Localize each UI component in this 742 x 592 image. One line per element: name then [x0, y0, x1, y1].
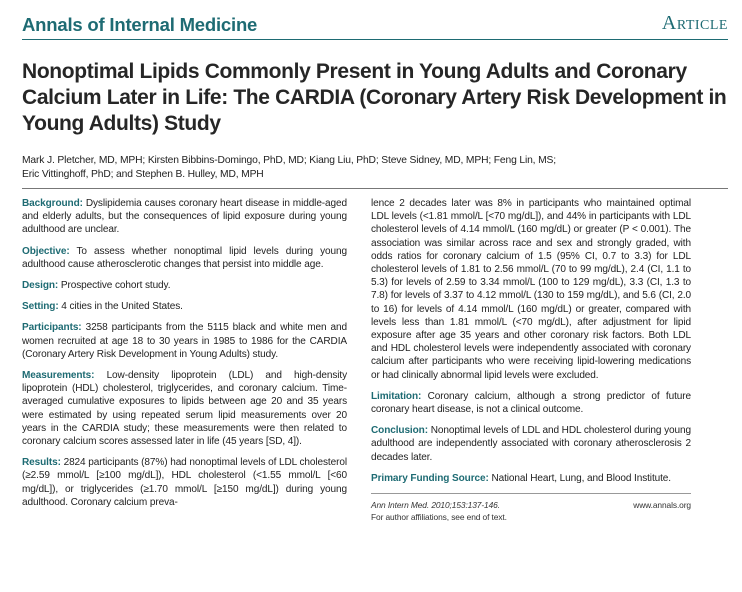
participants-section: [22, 321, 347, 361]
abstract-right-column: [371, 197, 691, 523]
objective-text: To assess whether nonoptimal lipid levels during young adulthood cause atherosclerotic changes that persist into middle age.: [22, 245, 347, 270]
objective-section: [22, 245, 347, 271]
article-title: Nonoptimal Lipids Commonly Present in Young Adults and Coronary Calcium Later in Life: The CARDIA (Coronary Artery Risk Development in Young Adults) Study: [22, 60, 727, 135]
limitation-section: [371, 390, 691, 416]
measurements-section: [22, 369, 347, 448]
header-rule: [22, 39, 728, 40]
setting-text: 4 cities in the United States.: [61, 301, 183, 313]
limitation-heading: Limitation:: [371, 390, 422, 402]
design-heading: Design:: [22, 280, 59, 292]
conclusion-heading: Conclusion:: [371, 425, 428, 437]
results-text-part-1: 2824 participants (87%) had nonoptimal levels of LDL cholesterol (≥2.59 mmol/L [≥100 mg/dL]), HDL cholesterol (<1.55 mmol/L [<60 mg/dL]), or triglycerides (≥1.70 mmol/L [≥150 mg/dL]) during young adulthood. Coronary calcium preva-: [22, 457, 347, 508]
authors-rule: [22, 188, 728, 189]
journal-website: www.annals.org: [633, 500, 691, 511]
footer-rule: [371, 493, 691, 494]
background-text: Dyslipidemia causes coronary heart disease in middle-aged and elderly adults, but the consequences of lipid exposure during young adulthood are unclear.: [22, 198, 347, 236]
abstract-left-column: [22, 197, 347, 517]
results-heading: Results:: [22, 457, 61, 469]
conclusion-text: Nonoptimal levels of LDL and HDL cholesterol during young adulthood are independently associated with coronary atherosclerosis 2 decades later.: [371, 425, 691, 463]
funding-heading: Primary Funding Source:: [371, 472, 489, 484]
design-section: [22, 279, 347, 292]
setting-section: [22, 300, 347, 313]
journal-name: Annals of Internal Medicine: [22, 14, 258, 35]
background-section: [22, 197, 347, 237]
background-heading: Background:: [22, 198, 83, 209]
setting-heading: Setting:: [22, 301, 59, 313]
participants-text: 3258 participants from the 5115 black and white men and women recruited at age 18 to 30 years in 1985 to 1986 for the CARDIA (Coronary Artery Risk Development in Young Adults) study.: [22, 322, 347, 360]
affiliations-note: For author affiliations, see end of text.: [371, 512, 507, 523]
author-list: [22, 154, 732, 182]
funding-text: National Heart, Lung, and Blood Institute.: [491, 472, 671, 484]
citation-line: [371, 499, 691, 511]
authors-line-2: Eric Vittinghoff, PhD; and Stephen B. Hulley, MD, MPH: [22, 169, 264, 180]
objective-heading: Objective:: [22, 245, 70, 257]
journal-header: [22, 14, 728, 40]
measurements-heading: Measurements:: [22, 370, 95, 382]
results-section: [22, 456, 347, 509]
conclusion-section: [371, 424, 691, 464]
article-type-label: Article: [661, 12, 728, 34]
funding-section: [371, 472, 691, 485]
authors-line-1: Mark J. Pletcher, MD, MPH; Kirsten Bibbins-Domingo, PhD, MD; Kiang Liu, PhD; Steve Sidney, MD, MPH; Feng Lin, MS;: [22, 155, 556, 166]
citation: Ann Intern Med. 2010;153:137-146.: [371, 500, 500, 511]
design-text: Prospective cohort study.: [60, 280, 171, 292]
participants-heading: Participants:: [22, 322, 82, 334]
results-continued: lence 2 decades later was 8% in participants who maintained optimal LDL levels (<1.81 mmol/L [<70 mg/dL]), and 44% in participants with LDL cholesterol levels of 4.14 mmol/L (160 mg/dL) or greater (P < 0.001). The association was similar across race and sex and strongly graded, with odds ratios for coronary calcium of 1.5 (95% CI, 0.7 to 3.3) for LDL cholesterol levels of 1.81 to 2.56 mmol/L (70 to 99 mg/dL), 2.4 (CI, 1.1 to 5.3) for levels of 2.59 to 3.34 mmol/L (100 to 129 mg/dL), 3.3 (CI, 1.3 to 7.8) for levels of 3.37 to 4.12 mmol/L (130 to 159 mg/dL), and 5.6 (CI, 2.0 to 16) for levels of 4.14 mmol/L (160 mg/dL) or greater, compared with levels less than 1.81 mmol/L (<70 mg/dL), after adjustment for lipid exposure after age 35 years and other coronary risk factors. Both LDL and HDL cholesterol levels were independently associated with coronary calcium after participants who were receiving lipid-lowering medications or had clinically abnormal lipid levels were excluded.: [371, 198, 691, 381]
measurements-text: Low-density lipoprotein (LDL) and high-density lipoprotein (HDL) cholesterol, triglycerides, and coronary calcium. Time-averaged cumulative exposures to lipids between age 20 and 35 years were estimated by using repeated serum lipid measurements over 20 years in the CARDIA study; these measurements were then related to coronary calcium scores assessed later in life (45 years [SD, 4]).: [22, 370, 347, 448]
limitation-text: Coronary calcium, although a strong predictor of future coronary heart disease, is not a clinical outcome.: [371, 390, 691, 416]
